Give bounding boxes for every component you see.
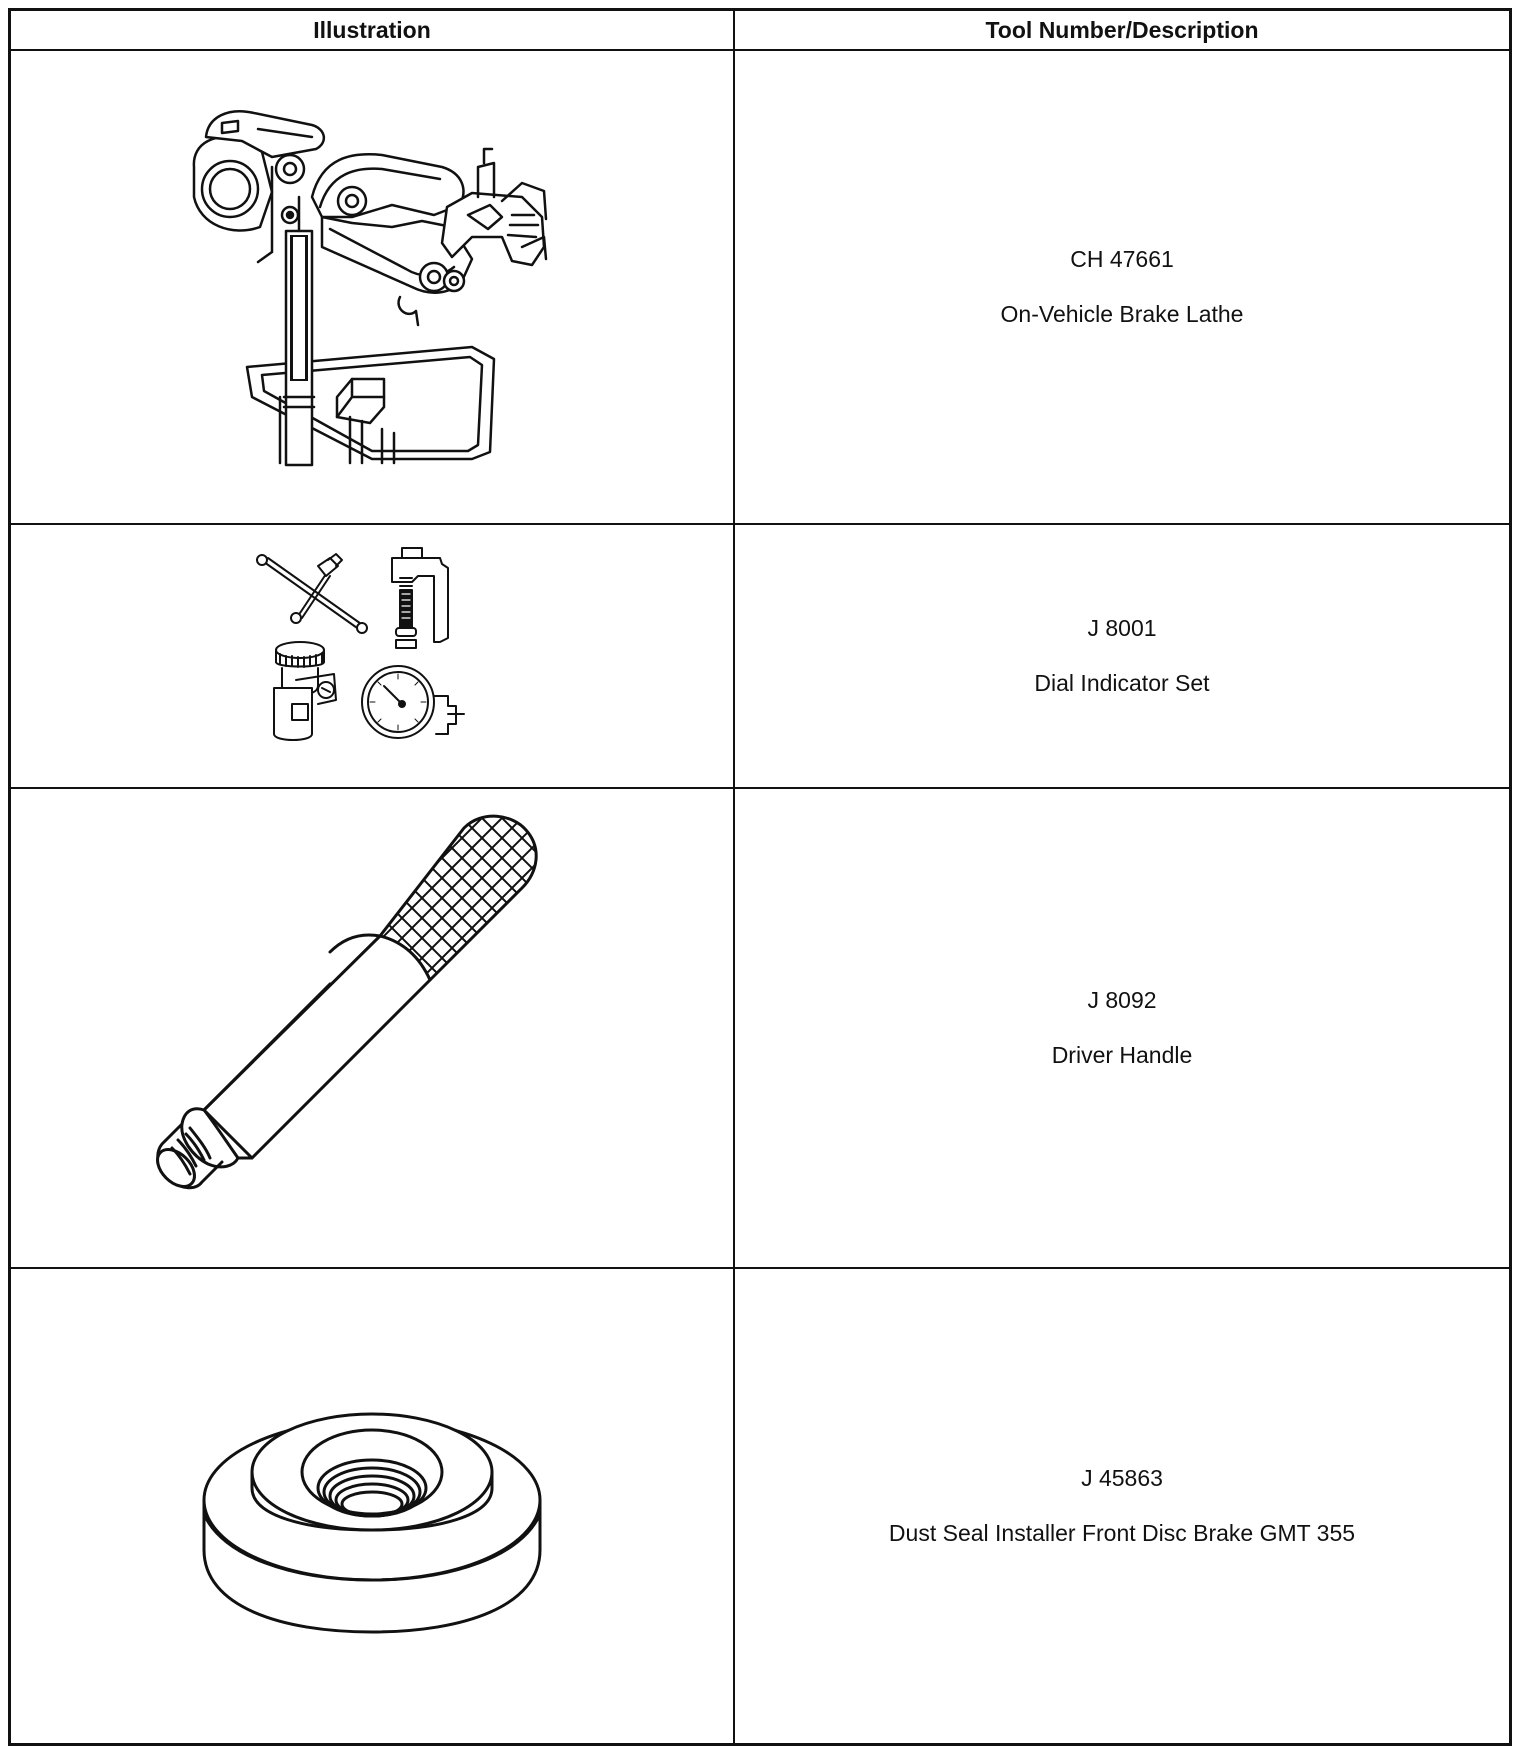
tool-number: CH 47661 xyxy=(1070,246,1174,272)
tool-description: Dial Indicator Set xyxy=(1034,670,1210,696)
dust-seal-installer-illustration xyxy=(202,1376,542,1636)
table-row xyxy=(10,788,1511,1268)
tool-number: J 8092 xyxy=(1087,987,1157,1013)
brake-lathe-illustration xyxy=(172,97,572,477)
tool-description: Dust Seal Installer Front Disc Brake GMT 355 xyxy=(888,1520,1356,1546)
tool-number: J 8001 xyxy=(1087,615,1157,641)
table-header-row xyxy=(10,10,1511,51)
tool-description: Driver Handle xyxy=(1051,1042,1193,1068)
tool-description-cell xyxy=(734,524,1511,788)
tool-description-cell xyxy=(734,1268,1511,1745)
table-row xyxy=(10,524,1511,788)
table-row xyxy=(10,50,1511,524)
tool-description-cell xyxy=(734,50,1511,524)
illustration-cell xyxy=(10,1268,735,1745)
tool-description: On-Vehicle Brake Lathe xyxy=(1000,301,1244,327)
illustration-cell xyxy=(10,524,735,788)
driver-handle-illustration xyxy=(152,808,592,1248)
table-row xyxy=(10,1268,1511,1745)
illustration-cell xyxy=(10,50,735,524)
special-tools-table xyxy=(8,8,1512,1746)
illustration-cell xyxy=(10,788,735,1268)
tool-description-cell xyxy=(734,788,1511,1268)
illustration-column-header: Illustration xyxy=(10,10,735,51)
tool-number: J 45863 xyxy=(1081,1465,1163,1491)
dial-indicator-set-illustration xyxy=(252,538,492,774)
tool-column-header: Tool Number/Description xyxy=(734,10,1511,51)
